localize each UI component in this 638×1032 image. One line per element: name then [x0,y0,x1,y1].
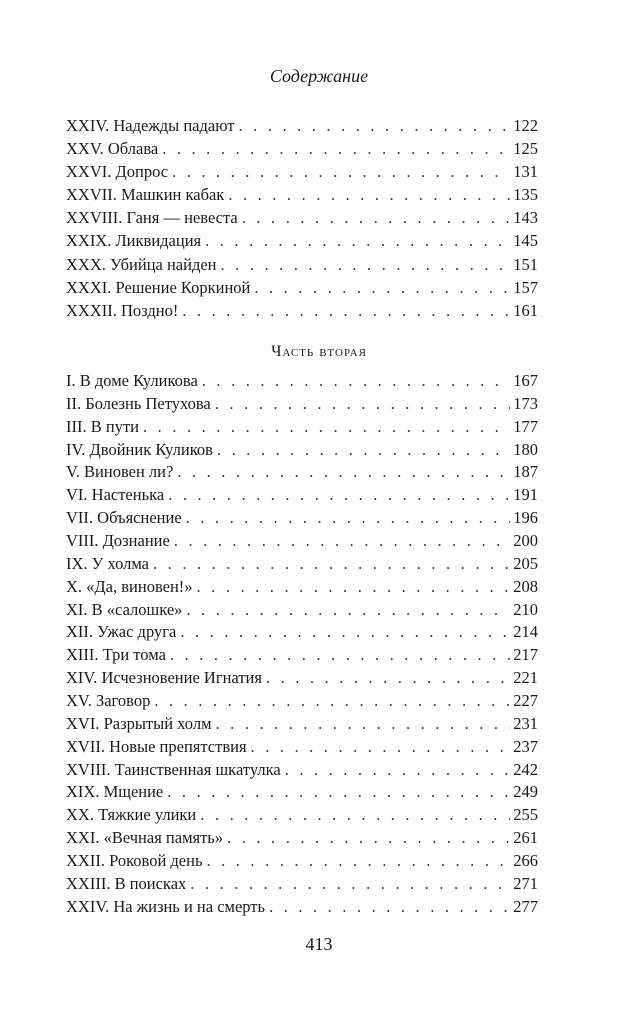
toc-entry [66,529,538,552]
dot-leader [254,276,510,299]
dot-leader [285,758,511,781]
dot-leader [174,529,510,552]
toc-entry-page: 191 [513,485,538,505]
toc-entry [66,253,538,276]
toc-entry-page: 122 [513,116,538,135]
dot-leader [186,506,511,529]
toc-entry-title: XXIV. На жизнь и на смерть [66,896,266,916]
toc-entry-page: 135 [513,185,538,205]
dot-leader [168,483,510,506]
toc-entry-title: XXXI. Решение Коркиной [66,277,251,297]
dot-leader [186,598,510,621]
toc-entry-page: 187 [513,462,538,482]
toc-entry [66,643,538,666]
toc-entry-title: XXII. Роковой день [66,851,203,871]
toc-entry-page: 237 [513,736,538,756]
toc-entry [66,299,538,322]
toc-entry-title: XV. Заговор [66,691,151,711]
toc-entry [66,114,538,137]
toc-entry [66,392,538,415]
toc-entry-page: 221 [513,668,538,688]
toc-entry [66,895,538,918]
toc-entry-page: 143 [513,208,538,228]
toc-part-two [66,369,538,918]
dot-leader [167,780,510,803]
toc-entry-title: XXX. Убийца найден [66,254,217,274]
toc-entry-page: 255 [513,805,538,825]
dot-leader [217,438,510,461]
toc-entry [66,183,538,206]
dot-leader [251,735,511,758]
toc-entry-title: V. Виновен ли? [66,462,174,482]
toc-entry-page: 157 [513,277,538,297]
toc-entry [66,206,538,229]
toc-entry-page: 210 [513,599,538,619]
toc-entry-title: XIV. Исчезновение Игнатия [66,668,262,688]
toc-entry [66,276,538,299]
toc-entry [66,758,538,781]
toc-entry-page: 261 [513,828,538,848]
toc-entry [66,552,538,575]
toc-entry-page: 173 [513,393,538,413]
toc-entry-page: 177 [513,416,538,436]
part-two-title: Часть вторая [271,343,367,360]
toc-entry-page: 151 [513,254,538,274]
toc-entry [66,712,538,735]
toc-entry-title: XXIX. Ликвидация [66,231,202,251]
toc-entry-title: XXIV. Надежды падают [66,116,235,135]
toc-entry-title: III. В пути [66,416,139,436]
toc-entry [66,620,538,643]
toc-entry-page: 167 [513,371,538,390]
toc-entry-title: XXVII. Машкин кабак [66,185,225,205]
toc-entry-title: IV. Двойник Куликов [66,439,213,459]
dot-leader [216,712,511,735]
dot-leader [172,160,510,183]
toc-entry [66,160,538,183]
toc-entry-title: XXVIII. Ганя — невеста [66,208,238,228]
toc-entry-title: XXV. Облава [66,139,159,159]
toc-entry [66,803,538,826]
toc-entry-title: XVII. Новые препятствия [66,736,247,756]
dot-leader [154,689,510,712]
toc-entry-page: 231 [513,713,538,733]
toc-entry [66,689,538,712]
toc-entry-page: 217 [513,645,538,665]
toc-entry [66,438,538,461]
toc-entry-page: 180 [513,439,538,459]
toc-entry-title: XXXII. Поздно! [66,300,179,320]
toc-entry-page: 214 [513,622,538,642]
toc-entry [66,575,538,598]
toc-entry-title: XII. Ужас друга [66,622,177,642]
toc-entry-page: 242 [513,759,538,779]
toc-entry-title: I. В доме Куликова [66,371,198,390]
toc-entry-page: 161 [513,300,538,320]
dot-leader [206,849,510,872]
toc-entry [66,415,538,438]
toc-entry-title: XXIII. В поисках [66,873,187,893]
dot-leader [177,460,510,483]
dot-leader [162,137,510,160]
toc-entry [66,598,538,621]
dot-leader [202,369,510,392]
dot-leader [221,253,511,276]
toc-entry-page: 131 [513,162,538,182]
dot-leader [182,299,510,322]
dot-leader [143,415,510,438]
toc-entry-page: 200 [513,531,538,551]
toc-entry-page: 266 [513,851,538,871]
toc-entry-page: 125 [513,139,538,159]
toc-entry [66,872,538,895]
toc-entry-page: 145 [513,231,538,251]
dot-leader [205,229,510,252]
toc-entry [66,229,538,252]
dot-leader [266,666,510,689]
page-number: 413 [305,934,333,954]
toc-entry [66,735,538,758]
toc-entry-page: 196 [513,508,538,528]
dot-leader [227,826,510,849]
dot-leader [197,575,511,598]
toc-entry-title: XX. Тяжкие улики [66,805,197,825]
dot-leader [215,392,510,415]
toc-entry [66,369,538,392]
toc-entry-page: 227 [513,691,538,711]
toc-entry-title: VI. Настенька [66,485,165,505]
toc-entry-title: XI. В «салошке» [66,599,183,619]
toc-entry-title: XXVI. Допрос [66,162,169,182]
dot-leader [170,643,510,666]
dot-leader [190,872,510,895]
toc-entry-title: IX. У холма [66,553,150,573]
toc-entry-page: 249 [513,782,538,802]
toc-entry [66,483,538,506]
toc-entry-page: 271 [513,873,538,893]
toc-entry-title: II. Болезнь Петухова [66,393,211,413]
dot-leader [180,620,510,643]
toc-entry-title: XIX. Мщение [66,782,164,802]
dot-leader [200,803,510,826]
toc-entry-title: XXI. «Вечная память» [66,828,224,848]
dot-leader [239,114,511,137]
toc-entry [66,460,538,483]
toc-entry [66,666,538,689]
toc-entry-title: VII. Объяснение [66,508,182,528]
toc-entry [66,506,538,529]
toc-entry-title: X. «Да, виновен!» [66,576,193,596]
toc-entry [66,780,538,803]
toc-entry-page: 205 [513,553,538,573]
running-head: Содержание [269,66,369,86]
toc-part-one [66,114,538,322]
toc-entry [66,137,538,160]
toc-entry [66,826,538,849]
toc-entry-page: 208 [513,576,538,596]
toc-entry [66,849,538,872]
dot-leader [153,552,510,575]
toc-entry-page: 277 [513,896,538,916]
toc-entry-title: VIII. Дознание [66,531,170,551]
dot-leader [269,895,510,918]
dot-leader [228,183,510,206]
toc-entry-title: XIII. Три тома [66,645,166,665]
toc-entry-title: XVIII. Таинственная шкатулка [66,759,281,779]
dot-leader [242,206,511,229]
toc-entry-title: XVI. Разрытый холм [66,713,212,733]
